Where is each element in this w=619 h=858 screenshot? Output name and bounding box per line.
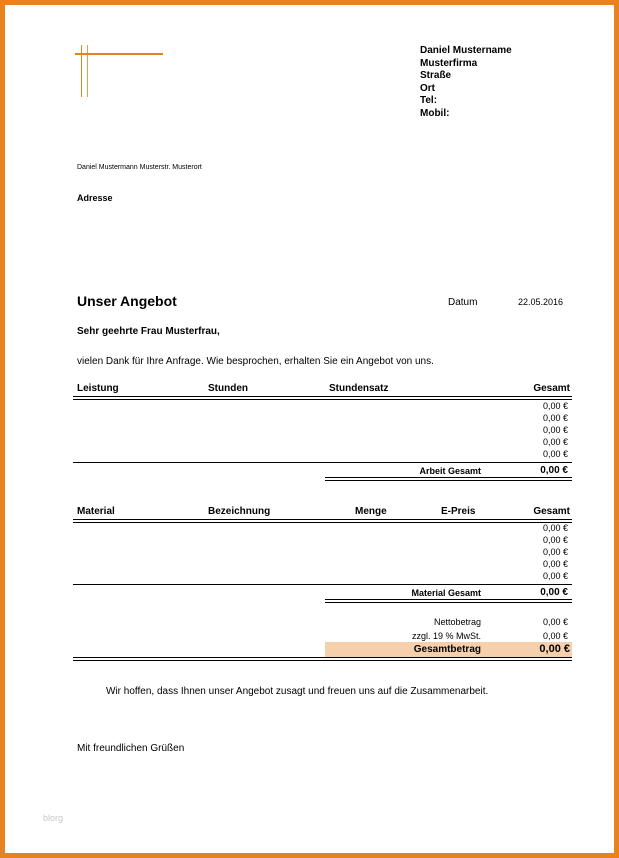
sender-name: Daniel Mustername: [420, 45, 512, 56]
labor-header-rate: Stundensatz: [329, 383, 389, 394]
net-value: 0,00 €: [542, 617, 568, 627]
material-row-total: 0,00 €: [542, 535, 568, 545]
return-address: Daniel Mustermann Musterstr. Musterort: [77, 164, 202, 171]
material-row-total: 0,00 €: [542, 571, 568, 581]
sender-company: Musterfirma: [420, 57, 478, 69]
vat-value: 0,00 €: [542, 631, 568, 641]
material-total-label: Material Gesamt: [411, 588, 481, 598]
labor-header-hours: Stunden: [208, 383, 248, 394]
gross-total-label: Gesamtbetrag: [413, 644, 481, 655]
labor-total-label: Arbeit Gesamt: [419, 466, 481, 476]
sender-street: Straße: [420, 70, 452, 81]
offer-title: Unser Angebot: [77, 293, 177, 309]
date-label: Datum: [448, 297, 478, 308]
material-header-quantity: Menge: [355, 506, 387, 517]
salutation: Sehr geehrte Frau Musterfrau,: [77, 326, 220, 337]
closing-text: Wir hoffen, dass Ihnen unser Angebot zusagt und freuen uns auf die Zusammenarbeit.: [106, 686, 489, 697]
gross-total-value: 0,00 €: [539, 643, 570, 655]
labor-row-total: 0,00 €: [542, 401, 568, 411]
watermark: blorg: [43, 813, 64, 823]
material-header-unit-price: E-Preis: [441, 506, 476, 517]
material-header-total: Gesamt: [533, 506, 570, 517]
recipient-address: Adresse: [77, 193, 113, 203]
sender-mobile: Mobil:: [420, 107, 450, 119]
material-header-material: Material: [77, 506, 115, 517]
labor-header-total: Gesamt: [533, 383, 570, 394]
material-row-total: 0,00 €: [542, 547, 568, 557]
date-value: 22.05.2016: [518, 297, 564, 307]
sender-phone: Tel:: [420, 95, 438, 106]
labor-row-total: 0,00 €: [542, 425, 568, 435]
intro-text: vielen Dank für Ihre Anfrage. Wie besprochen, erhalten Sie ein Angebot von uns.: [77, 356, 434, 367]
material-row-total: 0,00 €: [542, 559, 568, 569]
labor-total-value: 0,00 €: [540, 465, 568, 476]
net-label: Nettobetrag: [433, 617, 481, 627]
sender-city: Ort: [420, 82, 435, 94]
labor-header-service: Leistung: [77, 383, 119, 394]
labor-row-total: 0,00 €: [542, 413, 568, 423]
material-row-total: 0,00 €: [542, 523, 568, 533]
sender-block: [420, 45, 512, 120]
material-total-value: 0,00 €: [540, 587, 568, 598]
greeting: Mit freundlichen Grüßen: [77, 743, 185, 754]
labor-row-total: 0,00 €: [542, 437, 568, 447]
labor-row-total: 0,00 €: [542, 449, 568, 459]
material-header-description: Bezeichnung: [208, 506, 271, 517]
vat-label: zzgl. 19 % MwSt.: [411, 631, 481, 641]
